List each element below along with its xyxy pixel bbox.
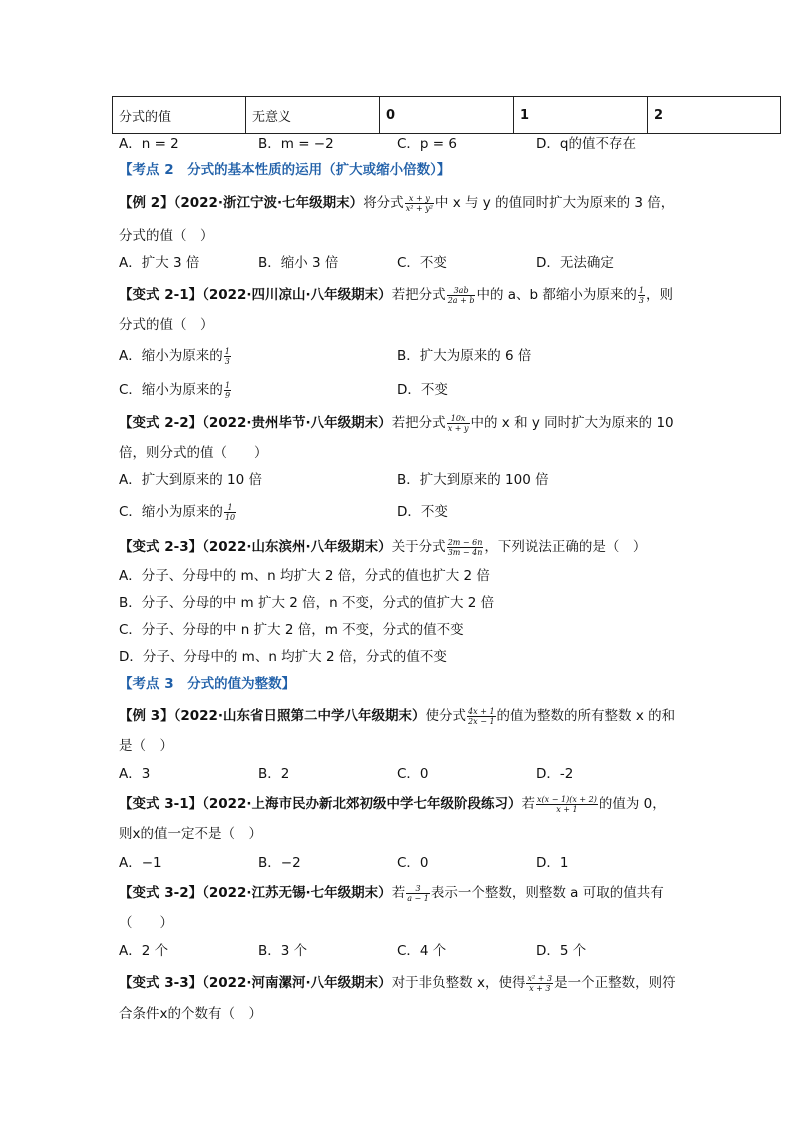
question-text: 合条件x的个数有（ ） xyxy=(119,1006,262,1022)
question-text: 的值为 0， xyxy=(598,796,666,812)
question-text: 若 xyxy=(521,796,536,812)
question-v22 xyxy=(119,413,674,433)
fraction-denominator: 3m − 4n xyxy=(447,547,483,557)
option-c: C．0 xyxy=(397,766,429,782)
question-source: （2022·四川凉山·八年级期末） xyxy=(202,287,392,303)
question-text: 则x的值一定不是（ ） xyxy=(119,826,262,842)
question-text: 的值为整数的所有整数 x 的和 xyxy=(496,708,676,724)
option-a: A．n = 2 xyxy=(119,136,179,152)
option-d: D．5 个 xyxy=(536,943,587,959)
option-d: D．q的值不存在 xyxy=(536,136,636,152)
question-tag: 【例 3】 xyxy=(119,708,174,724)
question-source: （2022·浙江宁波·七年级期末） xyxy=(173,195,364,211)
question-source: （2022·山东滨州·八年级期末） xyxy=(202,539,392,555)
question-text: 是一个正整数，则符 xyxy=(554,975,676,991)
option-d: D．无法确定 xyxy=(536,255,614,271)
question-tag: 【例 2】 xyxy=(119,195,174,211)
option-d: D．分子、分母中的 m、n 均扩大 2 倍，分式的值不变 xyxy=(119,649,447,665)
fraction xyxy=(526,974,553,993)
option-b: B．m = −2 xyxy=(258,136,334,152)
question-text: ，下列说法正确的是（ ） xyxy=(484,539,647,555)
option-text: A．缩小为原来的 xyxy=(119,348,223,364)
fraction xyxy=(224,347,231,366)
question-v33 xyxy=(119,973,676,993)
fraction xyxy=(406,884,430,903)
fraction-numerator: 10x xyxy=(447,414,470,424)
table-row xyxy=(113,97,781,134)
fraction-denominator: x + 1 xyxy=(556,804,578,814)
option-c: C．4 个 xyxy=(397,943,447,959)
option-b: B．缩小 3 倍 xyxy=(258,255,339,271)
fraction xyxy=(224,503,236,522)
option-a: A．2 个 xyxy=(119,943,169,959)
option-a: A．扩大到原来的 10 倍 xyxy=(119,472,262,488)
question-text: 若把分式 xyxy=(391,287,446,303)
fraction xyxy=(447,414,470,433)
question-tag: 【变式 3-1】 xyxy=(119,796,203,812)
fraction xyxy=(447,538,484,557)
question-text: 中的 x 和 y 同时扩大为原来的 10 xyxy=(470,415,674,431)
question-text: 表示一个整数，则整数 a 可取的值共有 xyxy=(430,885,664,901)
option-b: B．3 个 xyxy=(258,943,308,959)
fraction-numerator: 1 xyxy=(224,380,231,390)
fraction-numerator: 1 xyxy=(224,346,230,356)
option-d: D．1 xyxy=(536,855,569,871)
value-table xyxy=(112,96,781,134)
question-ex3 xyxy=(119,706,675,726)
fraction-denominator: 10 xyxy=(224,512,236,522)
fraction xyxy=(224,381,231,400)
fraction-denominator: x² + y² xyxy=(405,203,433,213)
fraction-denominator: 2x − 1 xyxy=(468,716,495,726)
question-text: 若 xyxy=(391,885,406,901)
table-cell: 无意义 xyxy=(246,97,380,134)
question-text: 分式的值（ ） xyxy=(119,317,214,333)
fraction-denominator: 3 xyxy=(224,356,230,366)
question-source: （2022·上海市民办新北郊初级中学七年级阶段练习） xyxy=(202,796,522,812)
question-text: （ ） xyxy=(119,915,173,931)
question-text: 倍，则分式的值（ ） xyxy=(119,445,268,461)
option-b: B．−2 xyxy=(258,855,301,871)
fraction-denominator: a − 1 xyxy=(407,893,429,903)
fraction-denominator: 9 xyxy=(224,390,231,400)
option-c xyxy=(119,380,232,400)
fraction-denominator: x + 3 xyxy=(529,983,551,993)
fraction-denominator: x + y xyxy=(447,423,469,433)
question-ex2 xyxy=(119,193,674,213)
fraction xyxy=(447,286,476,305)
section-heading: 【考点 2 分式的基本性质的运用（扩大或缩小倍数）】 xyxy=(119,162,451,178)
question-tag: 【变式 2-3】 xyxy=(119,539,203,555)
option-c: C．0 xyxy=(397,855,429,871)
question-tag: 【变式 2-1】 xyxy=(119,287,203,303)
question-tag: 【变式 3-2】 xyxy=(119,885,203,901)
question-text: 使分式 xyxy=(425,708,467,724)
question-source: （2022·河南漯河·八年级期末） xyxy=(202,975,392,991)
option-a: A．分子、分母中的 m、n 均扩大 2 倍，分式的值也扩大 2 倍 xyxy=(119,568,490,584)
fraction xyxy=(467,707,495,726)
fraction-denominator: 2a + b xyxy=(447,295,475,305)
fraction-numerator: 3ab xyxy=(447,286,476,296)
option-a: A．−1 xyxy=(119,855,162,871)
option-d: D．不变 xyxy=(397,504,448,520)
option-c xyxy=(119,502,237,522)
fraction xyxy=(536,795,598,814)
option-b: B．分子、分母的中 m 扩大 2 倍，n 不变，分式的值扩大 2 倍 xyxy=(119,595,495,611)
option-text: C．缩小为原来的 xyxy=(119,504,223,520)
fraction-numerator: 2m − 6n xyxy=(447,537,483,547)
question-tag: 【变式 3-3】 xyxy=(119,975,203,991)
question-source: （2022·贵州毕节·八年级期末） xyxy=(202,415,392,431)
question-source: （2022·山东省日照第二中学八年级期末） xyxy=(173,708,426,724)
option-b: B．2 xyxy=(258,766,290,782)
question-v31 xyxy=(119,794,666,814)
question-v32 xyxy=(119,883,664,903)
question-text: ，则 xyxy=(646,287,673,303)
section-heading: 【考点 3 分式的值为整数】 xyxy=(119,676,296,692)
question-text: 将分式 xyxy=(363,195,404,211)
fraction-denominator: 3 xyxy=(638,295,644,305)
fraction xyxy=(638,286,645,305)
option-a xyxy=(119,346,232,366)
option-a: A．3 xyxy=(119,766,151,782)
fraction-numerator: x(x − 1)(x + 2) xyxy=(537,794,597,804)
table-cell: 分式的值 xyxy=(113,97,246,134)
option-d: D．不变 xyxy=(397,382,448,398)
question-v23 xyxy=(119,537,646,557)
question-text: 对于非负整数 x，使得 xyxy=(391,975,526,991)
question-text: 中的 a、b 都缩小为原来的 xyxy=(476,287,637,303)
option-d: D．-2 xyxy=(536,766,574,782)
question-text: 是（ ） xyxy=(119,738,173,754)
question-tag: 【变式 2-2】 xyxy=(119,415,203,431)
fraction-numerator: 1 xyxy=(224,503,236,513)
question-source: （2022·江苏无锡·七年级期末） xyxy=(202,885,392,901)
option-a: A．扩大 3 倍 xyxy=(119,255,200,271)
table-cell: 1 xyxy=(514,97,648,134)
table-cell: 2 xyxy=(648,97,781,134)
question-text: 分式的值（ ） xyxy=(119,228,214,244)
question-v21 xyxy=(119,285,673,305)
table-cell: 0 xyxy=(380,97,514,134)
option-b: B．扩大到原来的 100 倍 xyxy=(397,472,549,488)
question-text: 中 x 与 y 的值同时扩大为原来的 3 倍， xyxy=(434,195,675,211)
fraction-numerator: x² + 3 xyxy=(527,973,553,983)
option-c: C．p = 6 xyxy=(397,136,457,152)
fraction-numerator: 1 xyxy=(638,285,644,295)
option-c: C．不变 xyxy=(397,255,447,271)
option-c: C．分子、分母的中 n 扩大 2 倍，m 不变，分式的值不变 xyxy=(119,622,464,638)
question-text: 关于分式 xyxy=(391,539,446,555)
option-b: B．扩大为原来的 6 倍 xyxy=(397,348,532,364)
fraction xyxy=(405,194,434,213)
fraction-numerator: 3 xyxy=(406,884,430,894)
fraction-numerator: 4x + 1 xyxy=(468,706,495,716)
fraction-numerator: x + y xyxy=(405,194,434,204)
question-text: 若把分式 xyxy=(391,415,446,431)
option-text: C．缩小为原来的 xyxy=(119,382,223,398)
